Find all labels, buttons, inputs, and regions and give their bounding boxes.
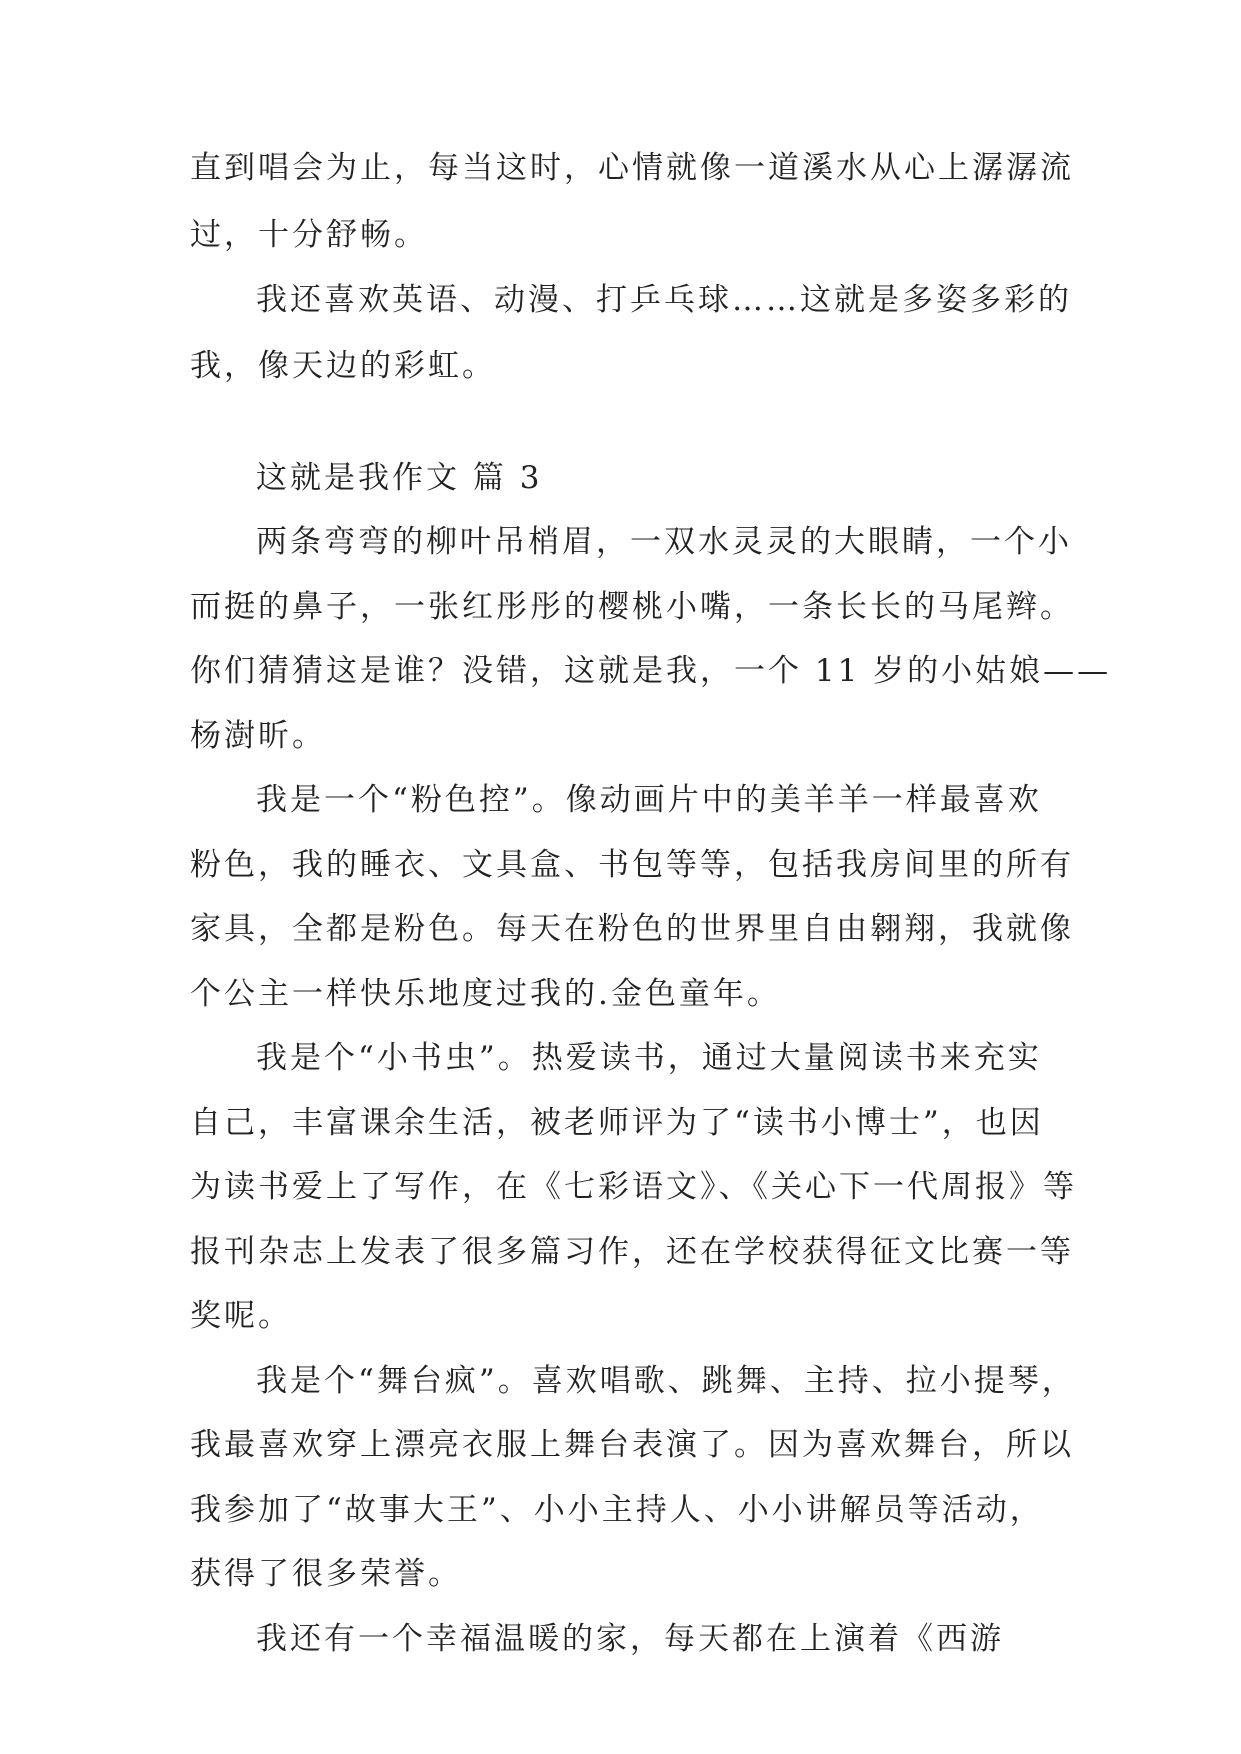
text-line: 自己，丰富课余生活，被老师评为了“读书小博士”，也因 [190, 1105, 1044, 1141]
text-line: 过，十分舒畅。 [190, 217, 428, 253]
text-line: 获得了很多荣誉。 [190, 1556, 462, 1592]
text-line: 奖呢。 [190, 1298, 292, 1334]
text-line: 我参加了“故事大王”、小小主持人、小小讲解员等活动， [190, 1492, 1044, 1528]
text-line: 个公主一样快乐地度过我的.金色童年。 [190, 976, 781, 1012]
text-line: 你们猜猜这是谁？没错，这就是我，一个 11 岁的小姑娘—— [190, 653, 1112, 689]
text-line: 我还喜欢英语、动漫、打乒乓球……这就是多姿多彩的 [256, 282, 1072, 318]
text-line: 我是一个“粉色控”。像动画片中的美羊羊一样最喜欢 [256, 782, 1042, 818]
text-line: 我，像天边的彩虹。 [190, 348, 496, 384]
text-line: 直到唱会为止，每当这时，心情就像一道溪水从心上潺潺流 [190, 150, 1074, 186]
text-line: 粉色，我的睡衣、文具盒、书包等等，包括我房间里的所有 [190, 847, 1074, 883]
text-line: 为读书爱上了写作，在《七彩语文》、《关心下一代周报》等 [190, 1169, 1077, 1205]
text-line: 我是个“小书虫”。热爱读书，通过大量阅读书来充实 [256, 1040, 1042, 1076]
text-line: 而挺的鼻子，一张红彤彤的樱桃小嘴，一条长长的马尾辫。 [190, 589, 1074, 625]
text-line: 两条弯弯的柳叶吊梢眉，一双水灵灵的大眼睛，一个小 [256, 524, 1072, 560]
text-line: 我还有一个幸福温暖的家，每天都在上演着《西游 [256, 1621, 1004, 1657]
text-line: 我最喜欢穿上漂亮衣服上舞台表演了。因为喜欢舞台，所以 [190, 1427, 1074, 1463]
section-heading: 这就是我作文 篇 3 [256, 460, 543, 496]
text-line: 报刊杂志上发表了很多篇习作，还在学校获得征文比赛一等 [190, 1234, 1074, 1270]
text-line: 我是个“舞台疯”。喜欢唱歌、跳舞、主持、拉小提琴， [256, 1363, 1076, 1399]
text-line: 家具，全都是粉色。每天在粉色的世界里自由翱翔，我就像 [190, 911, 1074, 947]
text-line: 杨澍昕。 [190, 718, 326, 754]
